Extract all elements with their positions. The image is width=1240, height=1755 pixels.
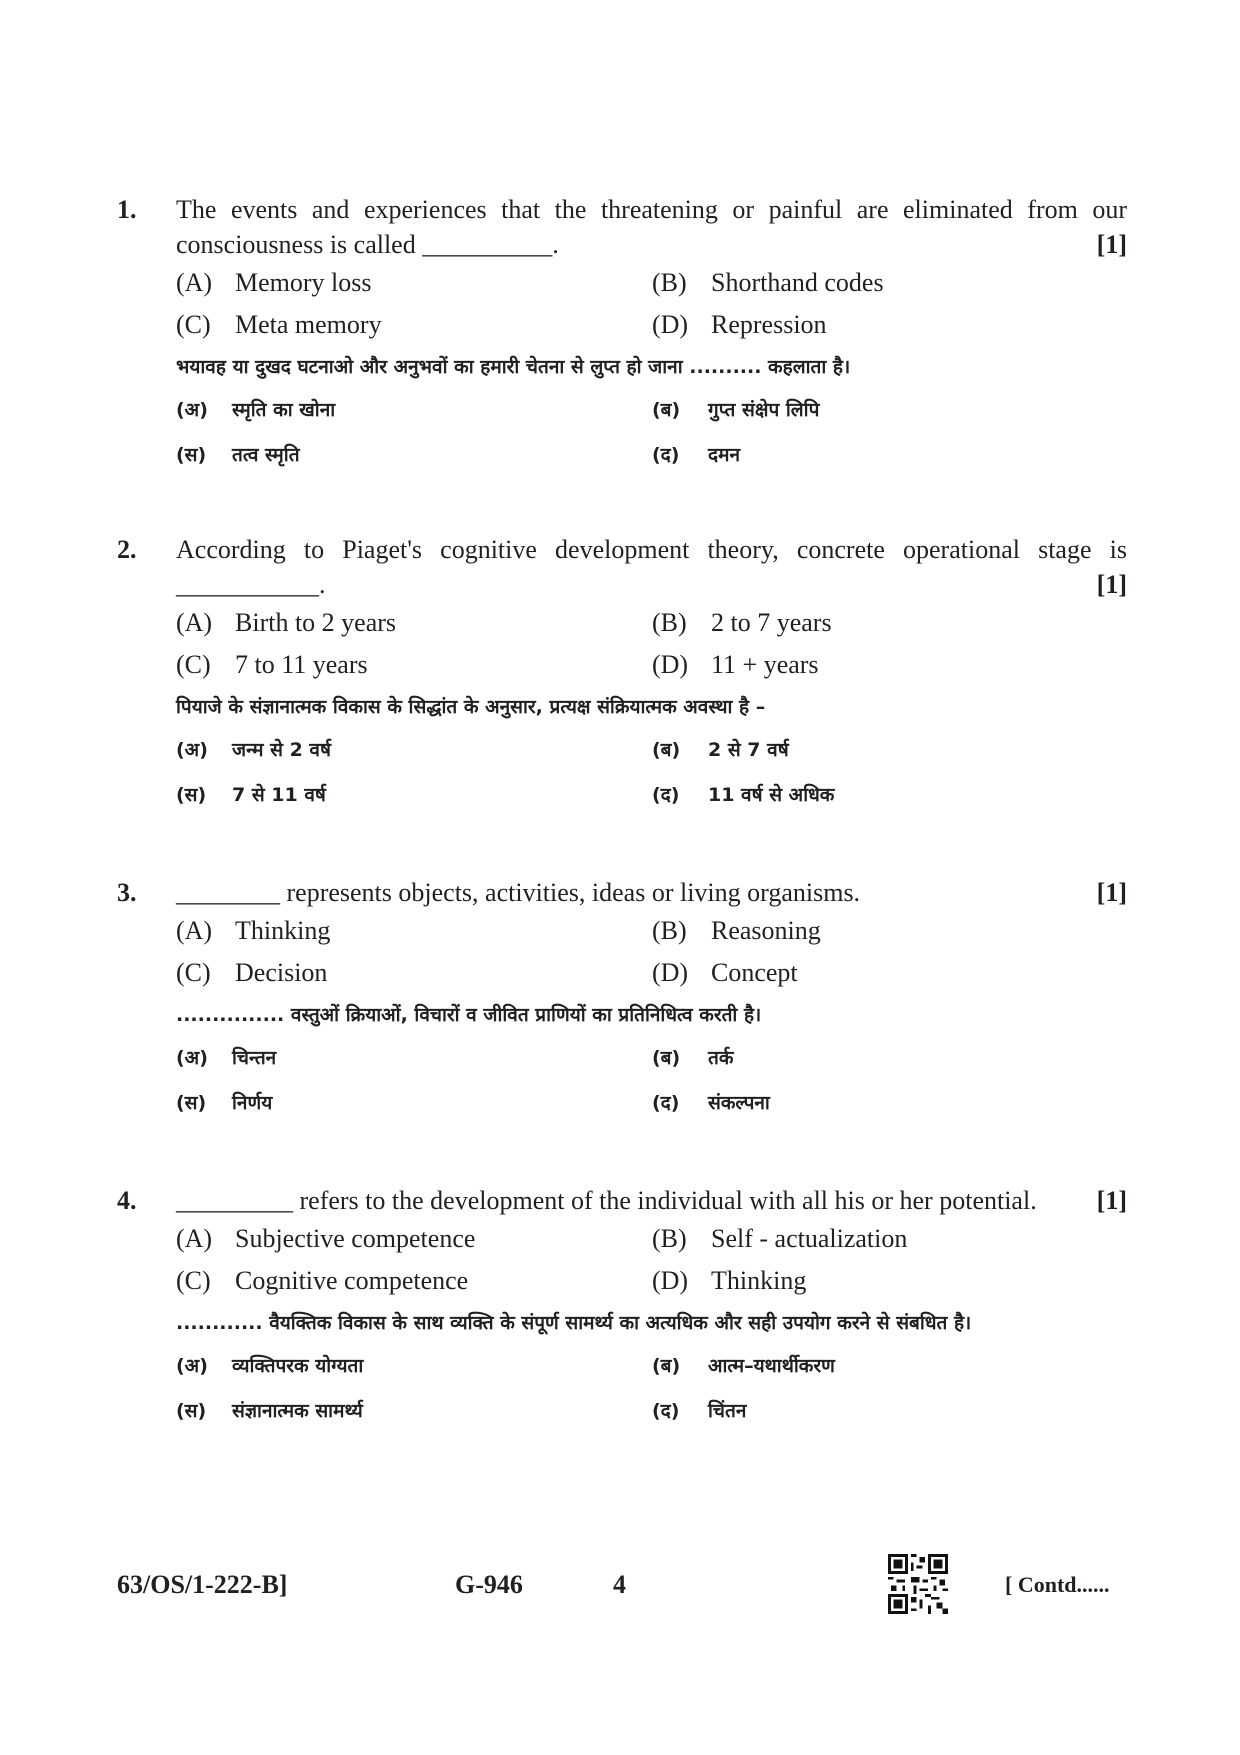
options-row (117, 1260, 1127, 1302)
hindi-option-b[interactable]: (ब) आत्म–यथार्थीकरण (652, 1355, 835, 1377)
option-c[interactable]: (C) 7 to 11 years (176, 650, 368, 679)
hindi-question-text: पियाजे के संज्ञानात्मक विकास के सिद्धांत के अनुसार, प्रत्यक्ष संक्रियात्मक अवस्था है – (176, 696, 766, 718)
question-number: 2. (117, 535, 137, 564)
hindi-options-row (117, 1036, 1127, 1081)
question-marks: [1] (1096, 230, 1127, 259)
option-b[interactable]: (B) 2 to 7 years (652, 608, 832, 637)
hindi-options-row (117, 773, 1127, 818)
hindi-option-d[interactable]: (द) संकल्पना (652, 1092, 770, 1114)
option-a[interactable]: (A) Subjective competence (176, 1224, 476, 1253)
question-text: The events and experiences that the threatening or painful are eliminated from our consciousness is called __________. [1] (176, 192, 1127, 262)
options-row (117, 910, 1127, 952)
hindi-options-row (117, 1344, 1127, 1389)
question-text: According to Piaget's cognitive development theory, concrete operational stage is ___________. [1] (176, 532, 1127, 602)
option-c[interactable]: (C) Meta memory (176, 310, 382, 339)
option-d[interactable]: (D) Concept (652, 958, 798, 987)
question-stem (117, 532, 1127, 602)
hindi-question-text: ............... वस्तुओं क्रियाओं, विचारों व जीवित प्राणियों का प्रतिनिधित्व करती है। (176, 1004, 762, 1026)
hindi-option-b[interactable]: (ब) तर्क (652, 1047, 734, 1069)
hindi-option-a[interactable]: (अ) चिन्तन (176, 1047, 277, 1069)
question-marks: [1] (1096, 1186, 1127, 1215)
hindi-option-b[interactable]: (ब) गुप्त संक्षेप लिपि (652, 399, 820, 421)
question-stem (117, 875, 1127, 910)
question-stem (117, 192, 1127, 262)
question-number: 1. (117, 195, 137, 224)
paper-code: 63/OS/1-222-B] (117, 1570, 288, 1599)
options-row (117, 1218, 1127, 1260)
hindi-option-d[interactable]: (द) चिंतन (652, 1400, 747, 1422)
option-a[interactable]: (A) Memory loss (176, 268, 372, 297)
hindi-option-a[interactable]: (अ) स्मृति का खोना (176, 399, 336, 421)
option-d[interactable]: (D) 11 + years (652, 650, 819, 679)
series-code: G-946 (455, 1570, 523, 1599)
question-1 (117, 192, 1127, 478)
hindi-option-d[interactable]: (द) 11 वर्ष से अधिक (652, 784, 835, 806)
option-b[interactable]: (B) Self - actualization (652, 1224, 908, 1253)
hindi-question-text: भयावह या दुखद घटनाओ और अनुभवों का हमारी चेतना से लुप्त हो जाना .......... कहलाता है। (176, 356, 851, 378)
option-a[interactable]: (A) Birth to 2 years (176, 608, 397, 637)
options-row (117, 952, 1127, 994)
option-b[interactable]: (B) Reasoning (652, 916, 821, 945)
hindi-options-row (117, 388, 1127, 433)
hindi-option-c[interactable]: (स) तत्व स्मृति (176, 444, 300, 466)
hindi-option-b[interactable]: (ब) 2 से 7 वर्ष (652, 739, 789, 761)
hindi-option-a[interactable]: (अ) व्यक्तिपरक योग्यता (176, 1355, 364, 1377)
option-c[interactable]: (C) Decision (176, 958, 328, 987)
hindi-question-text: ............ वैयक्तिक विकास के साथ व्यक्ति के संपूर्ण सामर्थ्य का अत्यधिक और सही उपयोग करने से संबधित है। (176, 1312, 972, 1334)
hindi-option-c[interactable]: (स) 7 से 11 वर्ष (176, 784, 326, 806)
hindi-option-a[interactable]: (अ) जन्म से 2 वर्ष (176, 739, 331, 761)
qr-code-icon (888, 1554, 948, 1614)
option-d[interactable]: (D) Repression (652, 310, 827, 339)
hindi-options-row (117, 1389, 1127, 1434)
option-b[interactable]: (B) Shorthand codes (652, 268, 884, 297)
page-number: 4 (613, 1570, 626, 1599)
hindi-option-c[interactable]: (स) निर्णय (176, 1092, 273, 1114)
question-2 (117, 532, 1127, 818)
page-footer (0, 1565, 1240, 1625)
option-c[interactable]: (C) Cognitive competence (176, 1266, 469, 1295)
question-stem (117, 1183, 1127, 1218)
question-number: 4. (117, 1186, 137, 1215)
question-text: ________ represents objects, activities, ideas or living organisms. [1] (176, 875, 1127, 910)
hindi-options-row (117, 433, 1127, 478)
question-marks: [1] (1096, 570, 1127, 599)
question-number: 3. (117, 878, 137, 907)
option-d[interactable]: (D) Thinking (652, 1266, 807, 1295)
hindi-option-c[interactable]: (स) संज्ञानात्मक सामर्थ्य (176, 1400, 363, 1422)
options-row (117, 304, 1127, 346)
question-4 (117, 1183, 1127, 1434)
options-row (117, 262, 1127, 304)
options-row (117, 644, 1127, 686)
continued-note: [ Contd...... (1005, 1572, 1110, 1597)
hindi-options-row (117, 728, 1127, 773)
question-3 (117, 875, 1127, 1126)
question-text: _________ refers to the development of the individual with all his or her potential. [1] (176, 1183, 1127, 1218)
question-marks: [1] (1096, 878, 1127, 907)
hindi-option-d[interactable]: (द) दमन (652, 444, 740, 466)
options-row (117, 602, 1127, 644)
hindi-options-row (117, 1081, 1127, 1126)
option-a[interactable]: (A) Thinking (176, 916, 331, 945)
